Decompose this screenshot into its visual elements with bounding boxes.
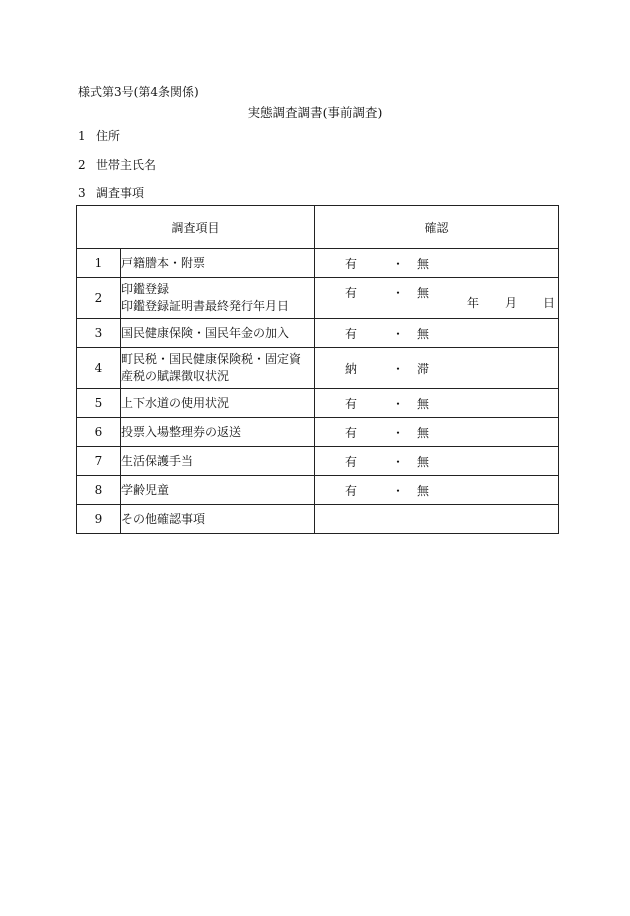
other-notes-field[interactable] (315, 505, 559, 534)
row-item: 上下水道の使用状況 (121, 389, 315, 418)
option-no[interactable]: 無 (417, 396, 430, 411)
section-address (78, 127, 120, 144)
row-number: 1 (77, 249, 121, 278)
section-number: 3 (78, 186, 86, 200)
section-label: 住所 (96, 129, 121, 143)
row-number: 7 (77, 447, 121, 476)
row-number: 6 (77, 418, 121, 447)
option-separator: ・ (392, 286, 405, 300)
row-item: その他確認事項 (121, 505, 315, 534)
date-day-label: 日 (542, 296, 555, 310)
row-number: 2 (77, 278, 121, 319)
last-issue-date[interactable] (467, 294, 555, 311)
option-separator: ・ (392, 396, 405, 411)
option-paid[interactable]: 納 (345, 361, 358, 376)
header-confirmation: 確認 (315, 206, 559, 249)
table-row (77, 389, 559, 418)
option-yes[interactable]: 有 (345, 454, 358, 469)
option-yes[interactable]: 有 (345, 483, 358, 498)
option-yes[interactable]: 有 (345, 256, 358, 271)
row-number: 5 (77, 389, 121, 418)
table-row (77, 319, 559, 348)
section-number: 2 (78, 158, 86, 172)
table-header-row (77, 206, 559, 249)
option-no[interactable]: 無 (417, 454, 430, 469)
option-no[interactable]: 無 (417, 256, 430, 271)
date-month-label: 月 (505, 296, 518, 310)
option-yes[interactable]: 有 (345, 286, 358, 300)
option-separator: ・ (392, 256, 405, 271)
row-item-line: 印鑑登録証明書最終発行年月日 (121, 299, 290, 313)
row-number: 3 (77, 319, 121, 348)
option-yes[interactable]: 有 (345, 326, 358, 341)
row-item-line: 印鑑登録 (121, 282, 170, 296)
table-row (77, 418, 559, 447)
option-no[interactable]: 無 (417, 425, 430, 440)
table-row (77, 249, 559, 278)
confirmation-cell[interactable] (315, 319, 559, 348)
option-yes[interactable]: 有 (345, 396, 358, 411)
option-no[interactable]: 無 (417, 483, 430, 498)
confirmation-cell[interactable] (315, 249, 559, 278)
row-item-line: 産税の賦課徴収状況 (121, 369, 230, 383)
confirmation-cell[interactable] (315, 389, 559, 418)
form-number-label: 様式第3号(第4条関係) (78, 85, 199, 99)
table-row (77, 476, 559, 505)
option-separator: ・ (392, 483, 405, 498)
section-label: 世帯主氏名 (96, 158, 157, 172)
row-item (121, 348, 315, 389)
survey-table (76, 205, 559, 534)
option-delinquent[interactable]: 滞 (417, 361, 430, 376)
section-label: 調査事項 (96, 186, 145, 200)
confirmation-cell[interactable] (315, 476, 559, 505)
option-separator: ・ (392, 454, 405, 469)
table-row (77, 505, 559, 534)
option-separator: ・ (392, 361, 405, 376)
confirmation-cell[interactable] (315, 348, 559, 389)
section-number: 1 (78, 129, 86, 143)
table-row (77, 348, 559, 389)
table-row (77, 447, 559, 476)
table-row (77, 278, 559, 319)
section-household-head (78, 156, 156, 173)
option-separator: ・ (392, 425, 405, 440)
option-separator: ・ (392, 326, 405, 341)
option-yes[interactable]: 有 (345, 425, 358, 440)
confirmation-cell[interactable] (315, 447, 559, 476)
confirmation-cell[interactable] (315, 418, 559, 447)
row-item-line: 町民税・国民健康保険税・固定資 (121, 352, 302, 366)
row-item: 生活保護手当 (121, 447, 315, 476)
option-no[interactable]: 無 (417, 286, 430, 300)
header-survey-item: 調査項目 (77, 206, 315, 249)
row-item: 戸籍謄本・附票 (121, 249, 315, 278)
section-survey-items (78, 184, 144, 201)
row-number: 4 (77, 348, 121, 389)
confirmation-cell[interactable] (315, 278, 559, 319)
date-year-label: 年 (467, 296, 480, 310)
row-number: 8 (77, 476, 121, 505)
document-title: 実態調査調書(事前調査) (247, 105, 383, 120)
row-item (121, 278, 315, 319)
row-item: 国民健康保険・国民年金の加入 (121, 319, 315, 348)
row-item: 学齢児童 (121, 476, 315, 505)
row-number: 9 (77, 505, 121, 534)
row-item: 投票入場整理券の返送 (121, 418, 315, 447)
option-no[interactable]: 無 (417, 326, 430, 341)
